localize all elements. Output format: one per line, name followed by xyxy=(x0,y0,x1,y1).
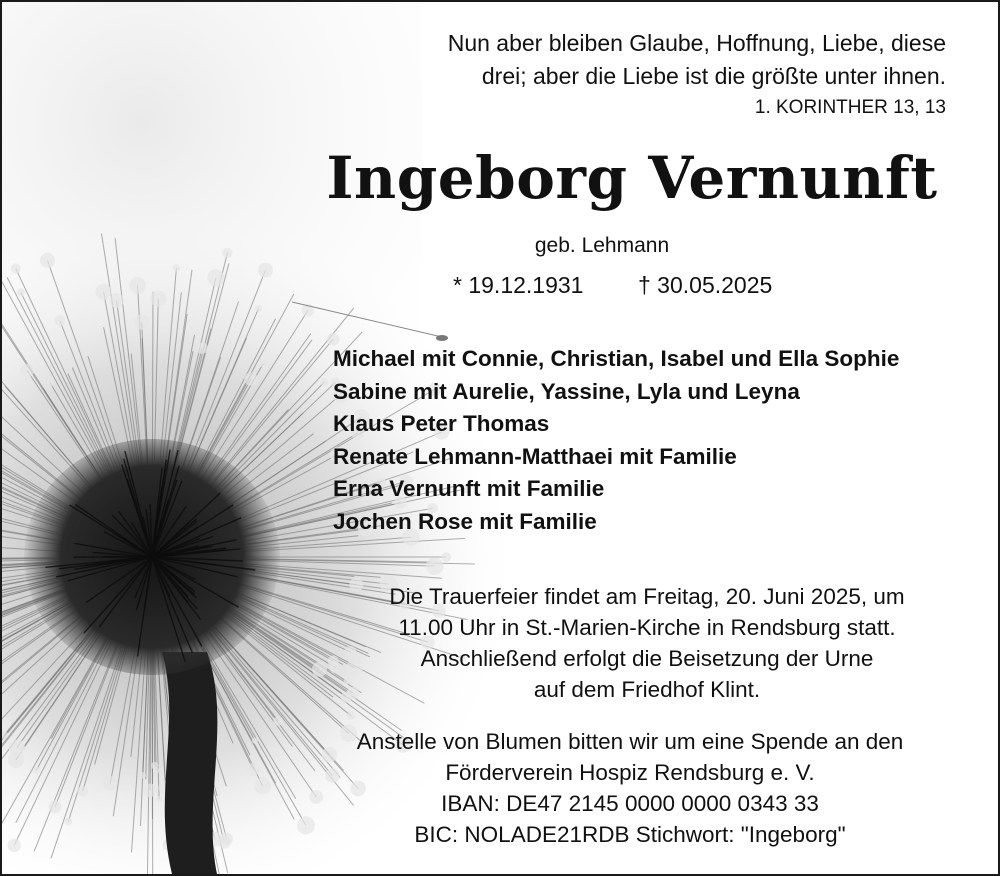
ceremony-line-4: auf dem Friedhof Klint. xyxy=(533,677,761,702)
donation-line-2: Förderverein Hospiz Rendsburg e. V. xyxy=(445,760,815,785)
donation-bic: BIC: NOLADE21RDB Stichwort: "Ingeborg" xyxy=(414,822,846,847)
bible-verse-line-1: Nun aber bleiben Glaube, Hoffnung, Liebe, diese xyxy=(447,30,946,56)
deceased-name: Ingeborg Vernunft xyxy=(326,144,938,212)
ceremony-line-2: 11.00 Uhr in St.-Marien-Kirche in Rendsburg statt. xyxy=(398,615,896,640)
ceremony-line-3: Anschließend erfolgt die Beisetzung der Urne xyxy=(420,646,874,671)
mourner-entry: Sabine mit Aurelie, Yassine, Lyla und Leyna xyxy=(333,378,800,404)
bible-verse-reference: 1. KORINTHER 13, 13 xyxy=(754,97,946,118)
mourner-entry: Michael mit Connie, Christian, Isabel und Ella Sophie xyxy=(333,346,900,371)
ceremony-line-1: Die Trauerfeier findet am Freitag, 20. Juni 2025, um xyxy=(389,584,905,609)
birth-name: geb. Lehmann xyxy=(534,234,670,257)
bible-verse-line-2: drei; aber die Liebe ist die größte unter ihnen. xyxy=(481,63,946,89)
mourners-list xyxy=(333,343,899,539)
donation-line-1: Anstelle von Blumen bitten wir um eine Spende an den xyxy=(356,729,904,754)
mourner-entry: Klaus Peter Thomas xyxy=(333,411,550,437)
donation-iban: IBAN: DE47 2145 0000 0000 0343 33 xyxy=(441,791,819,816)
mourner-entry: Erna Vernunft mit Familie xyxy=(333,476,605,502)
mourner-entry: Jochen Rose mit Familie xyxy=(333,508,597,534)
death-date: † 30.05.2025 xyxy=(638,272,773,298)
mourner-entry: Renate Lehmann-Matthaei mit Familie xyxy=(333,443,737,469)
birth-date: * 19.12.1931 xyxy=(453,272,584,298)
